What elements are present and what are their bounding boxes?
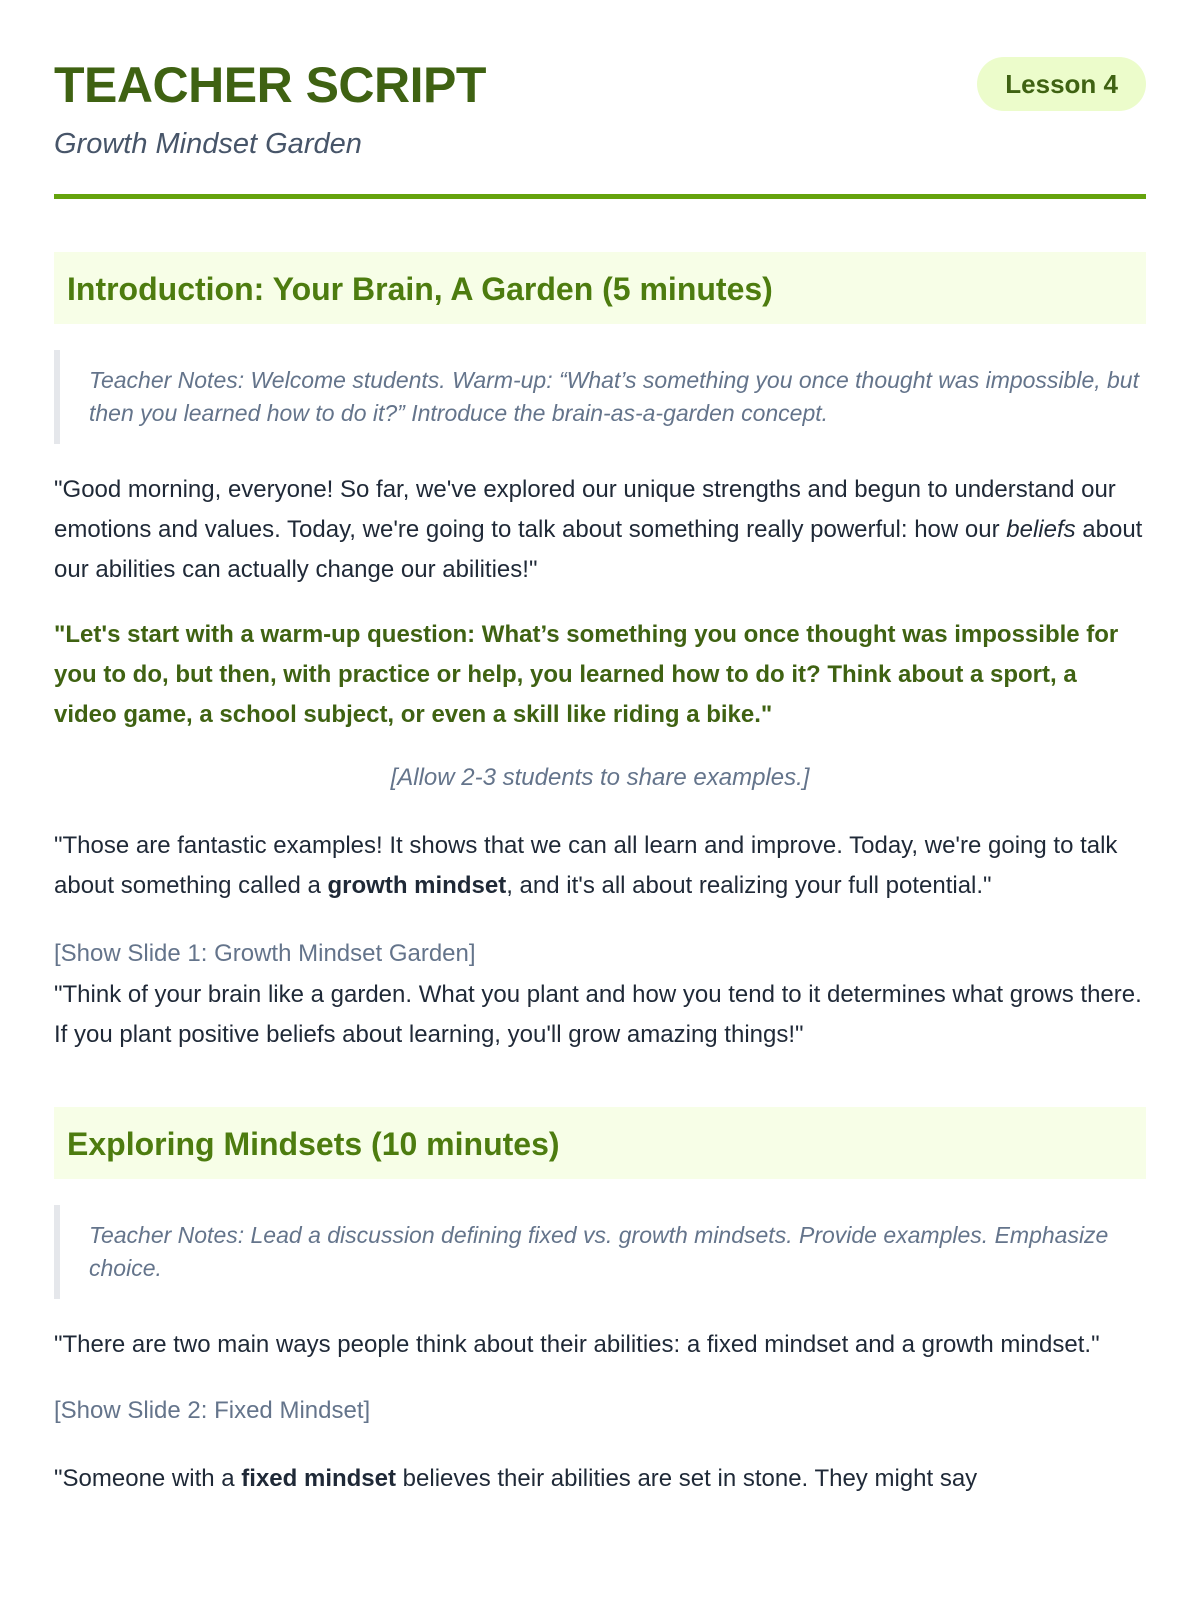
paragraph-text: "Someone with a	[54, 1465, 242, 1492]
stage-direction: [Allow 2-3 students to share examples.]	[390, 764, 810, 791]
paragraph-text: "Those are fantastic examples! It shows that we can all learn and improve. Today, we're going to talk about something called a	[54, 832, 1118, 899]
lesson-badge: Lesson 4	[977, 57, 1146, 111]
teacher-notes: Teacher Notes: Welcome students. Warm-up: “What’s something you once thought was impossible, but then you learned how to do it?” Introduce the brain-as-a-garden concept.	[54, 350, 1146, 444]
teacher-notes: Teacher Notes: Lead a discussion defining fixed vs. growth mindsets. Provide examples. Emphasize choice.	[54, 1205, 1146, 1299]
script-paragraph: "Think of your brain like a garden. What you plant and how you tend to it determines what grows there. If you plant positive beliefs about learning, you'll grow amazing things!"	[54, 981, 1142, 1048]
paragraph-text: "Good morning, everyone! So far, we've explored our unique strengths and begun to understand our emotions and values. Today, we're going to talk about something really powerful: how our	[54, 476, 1116, 543]
document-subtitle: Growth Mindset Garden	[54, 128, 362, 160]
document-header	[54, 0, 1146, 161]
section-heading: Exploring Mindsets (10 minutes)	[54, 1107, 1146, 1179]
script-paragraph: "There are two main ways people think about their abilities: a fixed mindset and a growth mindset."	[54, 1331, 1100, 1358]
slide-cue: [Show Slide 1: Growth Mindset Garden]	[54, 940, 476, 967]
key-term: growth mindset	[327, 872, 507, 899]
section-exploring-mindsets	[54, 1107, 1146, 1499]
header-divider	[54, 194, 1146, 199]
slide-cue: [Show Slide 2: Fixed Mindset]	[54, 1397, 371, 1424]
script-paragraph	[54, 1459, 1146, 1499]
paragraph-text: believes their abilities are set in stone. They might say	[396, 1465, 978, 1492]
emphasis-text: beliefs	[1006, 516, 1076, 543]
paragraph-text: about our abilities can actually change our abilities!"	[54, 516, 1143, 583]
document-title: TEACHER SCRIPT	[54, 57, 486, 113]
key-term: fixed mindset	[241, 1465, 396, 1492]
section-introduction	[54, 252, 1146, 1055]
script-paragraph	[54, 826, 1146, 906]
section-heading: Introduction: Your Brain, A Garden (5 minutes)	[54, 252, 1146, 324]
paragraph-text: , and it's all about realizing your full potential."	[506, 872, 992, 899]
warm-up-question: "Let's start with a warm-up question: What’s something you once thought was impossible for you to do, but then, with practice or help, you learned how to do it? Think about a sport, a video game, a school subject, or even a skill like riding a bike."	[54, 621, 1119, 728]
script-paragraph	[54, 470, 1146, 590]
